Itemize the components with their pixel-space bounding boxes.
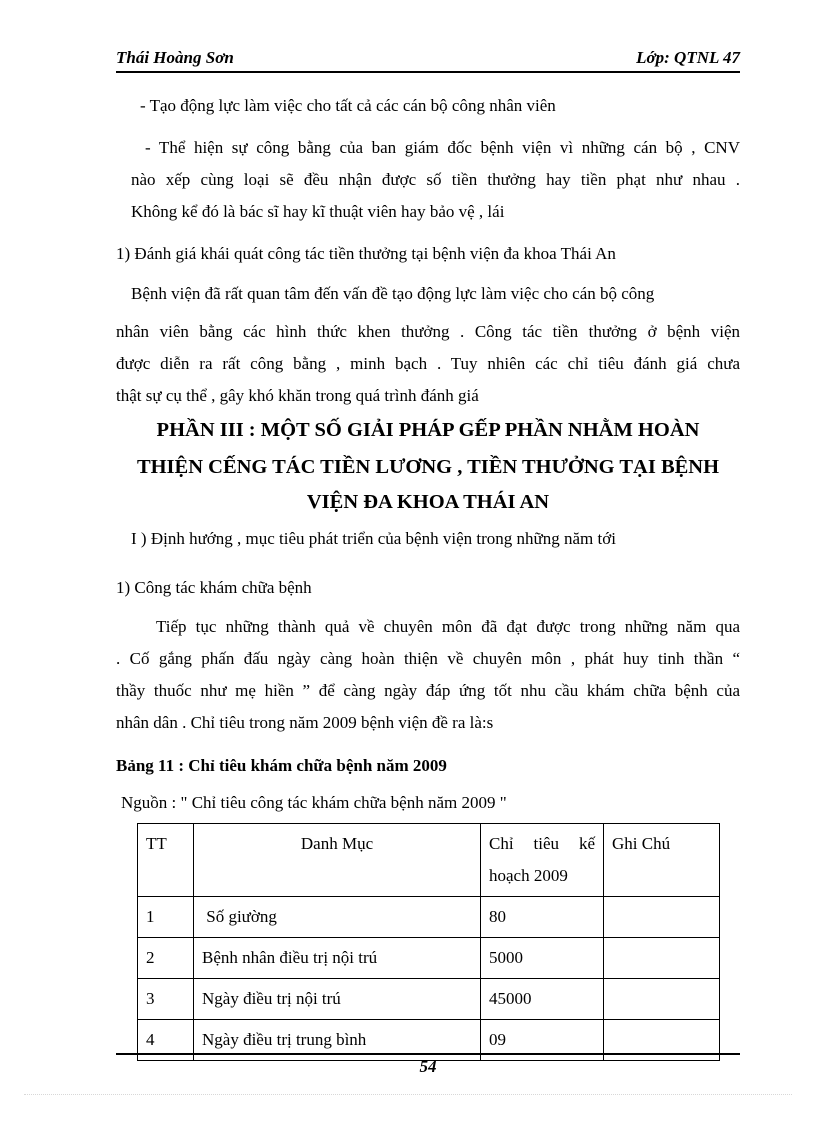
table-source: Nguồn : " Chỉ tiêu công tác khám chữa bệnh năm 2009 " [121,793,507,812]
cell-note [604,938,720,979]
bullet-motivation: - Tạo động lực làm việc cho tất cả các cán bộ công nhân viên [140,96,556,115]
page-header [116,48,740,72]
header-cell-target: Chỉ tiêu kế hoạch 2009 [481,824,604,897]
header-cell-note: Ghi Chú [604,824,720,897]
cell-category: Ngày điều trị nội trú [194,979,481,1020]
cell-tt: 3 [138,979,194,1020]
paragraph-line: - Thể hiện sự công bằng của ban giám đốc bệnh viện vì những cán bộ , CNV [145,138,740,157]
header-class: Lớp: QTNL 47 [636,48,740,67]
header-author: Thái Hoàng Sơn [116,48,234,67]
cell-tt: 4 [138,1020,194,1061]
paragraph-line: nhân viên bằng các hình thức khen thưởng . Công tác tiền thưởng ở bệnh viện [116,322,740,341]
cell-target: 80 [481,897,604,938]
subsection-heading: I ) Định hướng , mục tiêu phát triển của bệnh viện trong những năm tới [131,529,616,548]
page-edge-divider [24,1094,792,1095]
paragraph-line: được diễn ra rất công bằng , minh bạch . Tuy nhiên các chỉ tiêu đánh giá chưa [116,354,740,373]
table-header-row [138,824,720,897]
subsection-heading: 1) Đánh giá khái quát công tác tiền thưởng tại bệnh viện đa khoa Thái An [116,244,616,263]
section-heading-line: PHẦN III : MỘT SỐ GIẢI PHÁP GẾP PHẦN NHẰM HOÀN [156,419,700,441]
paragraph-line: nhân dân . Chỉ tiêu trong năm 2009 bệnh viện đề ra là:s [116,713,494,732]
section-heading-line: THIỆN CẾNG TÁC TIỀN LƯƠNG , TIỀN THƯỞNG TẠI BỆNH [136,456,720,478]
header-rule [116,71,740,73]
table-row [138,897,720,938]
cell-tt: 2 [138,938,194,979]
paragraph-line: thầy thuốc như mẹ hiền ” để càng ngày đáp ứng tốt nhu cầu khám chữa bệnh của [116,681,740,700]
footer-rule [116,1053,740,1055]
header-cell-category: Danh Mục [194,824,481,897]
cell-target: 45000 [481,979,604,1020]
cell-note [604,979,720,1020]
cell-tt: 1 [138,897,194,938]
paragraph-line: Tiếp tục những thành quả về chuyên môn đã đạt được trong những năm qua [156,617,740,636]
header-cell-tt: TT [138,824,194,897]
cell-category: Bệnh nhân điều trị nội trú [194,938,481,979]
cell-target: 09 [481,1020,604,1061]
paragraph-line: . Cố gắng phấn đấu ngày càng hoàn thiện về chuyên môn , phát huy tinh thần “ [116,649,740,668]
paragraph-line: nào xếp cùng loại sẽ đều nhận được số tiền thưởng hay tiền phạt như nhau . [131,170,740,189]
section-heading-line: VIỆN ĐA KHOA THÁI AN [306,491,550,513]
table-row [138,979,720,1020]
table-caption: Bảng 11 : Chỉ tiêu khám chữa bệnh năm 2009 [116,756,447,775]
subsection-heading: 1) Công tác khám chữa bệnh [116,578,312,597]
cell-note [604,897,720,938]
page-number: 54 [419,1057,437,1076]
targets-table [137,823,720,1061]
paragraph-line: Bệnh viện đã rất quan tâm đến vấn đề tạo động lực làm việc cho cán bộ công [131,284,655,303]
table-row [138,938,720,979]
paragraph-line: Không kể đó là bác sĩ hay kĩ thuật viên hay bảo vệ , lái [131,202,505,221]
cell-target: 5000 [481,938,604,979]
paragraph-line: thật sự cụ thể , gây khó khăn trong quá trình đánh giá [116,386,479,405]
cell-category: Số giường [194,897,481,938]
cell-category: Ngày điều trị trung bình [194,1020,481,1061]
